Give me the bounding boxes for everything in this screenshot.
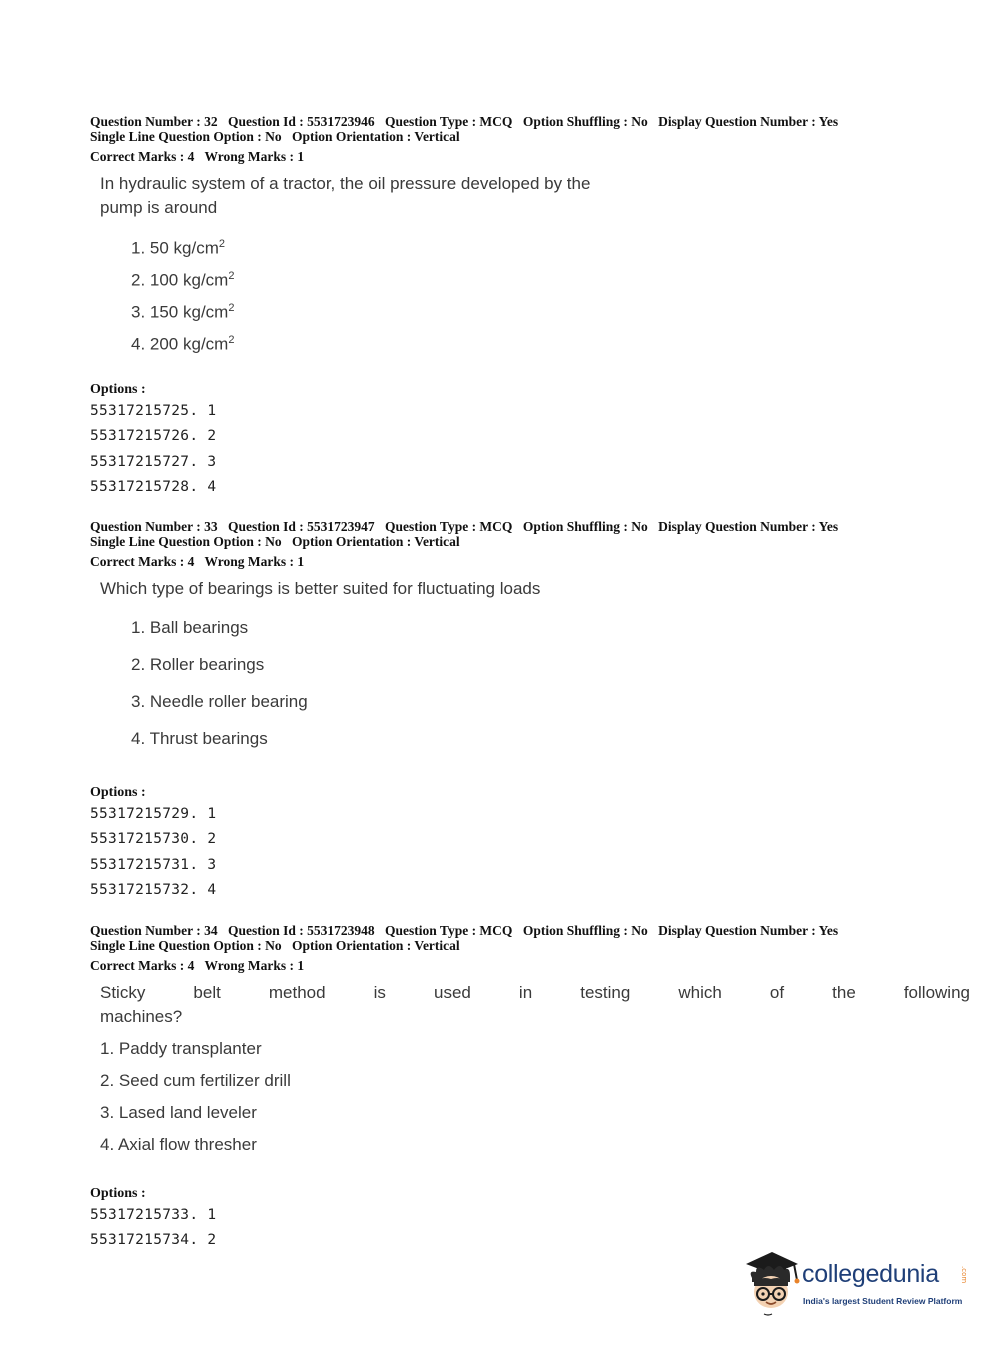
wrong-marks: Wrong Marks : 1 (204, 554, 305, 569)
answer-choices (131, 228, 970, 356)
option-orientation: Option Orientation : Vertical (292, 534, 460, 549)
question-id: Question Id : 5531723948 (228, 923, 375, 938)
question-block (90, 114, 970, 500)
question-text-line: Which type of bearings is better suited for fluctuating loads (100, 579, 541, 598)
question-type: Question Type : MCQ (385, 519, 513, 534)
option-shuffling: Option Shuffling : No (522, 519, 648, 534)
option-id-list (90, 802, 970, 903)
options-label: Options : (90, 382, 146, 397)
question-id: Question Id : 5531723947 (228, 519, 375, 534)
option-id: 55317215728. 4 (90, 478, 217, 495)
logo-domain-suffix: .com (960, 1266, 968, 1284)
question-meta (90, 114, 970, 129)
correct-marks: Correct Marks : 4 (90, 958, 195, 973)
answer-choice: 4. Thrust bearings (131, 729, 268, 748)
wrong-marks: Wrong Marks : 1 (204, 149, 305, 164)
single-line-option: Single Line Question Option : No (90, 129, 282, 144)
answer-choice: 1. 50 $kg/cm^2$ (131, 238, 225, 258)
question-text-line: In hydraulic system of a tractor, the oil pressure developed by the (100, 174, 591, 193)
student-mascot-icon (742, 1248, 804, 1318)
option-id: 55317215726. 2 (90, 428, 217, 445)
question-number: Question Number : 33 (90, 519, 218, 534)
collegedunia-logo (742, 1248, 972, 1318)
answer-choice: 3. Needle roller bearing (131, 692, 308, 711)
option-id-list (90, 1203, 970, 1254)
question-number: Question Number : 32 (90, 114, 218, 129)
answer-choice: 1. Ball bearings (131, 618, 249, 637)
marks-line (90, 554, 970, 569)
question-block (90, 923, 970, 1254)
correct-marks: Correct Marks : 4 (90, 554, 195, 569)
question-block (90, 519, 970, 903)
single-line-option: Single Line Question Option : No (90, 534, 282, 549)
answer-choice: 4. 200 $kg/cm^2$ (131, 334, 235, 354)
question-meta (90, 519, 970, 534)
option-orientation: Option Orientation : Vertical (292, 129, 460, 144)
question-type: Question Type : MCQ (385, 114, 513, 129)
question-id: Question Id : 5531723946 (228, 114, 375, 129)
options-label: Options : (90, 785, 146, 800)
question-meta-line2 (90, 938, 970, 953)
question-meta (90, 923, 970, 938)
option-id: 55317215732. 4 (90, 881, 217, 898)
question-meta-line2 (90, 534, 970, 549)
options-label: Options : (90, 1186, 146, 1201)
answer-choice: 1. Paddy transplanter (100, 1039, 262, 1058)
wrong-marks: Wrong Marks : 1 (204, 958, 305, 973)
single-line-option: Single Line Question Option : No (90, 938, 282, 953)
question-text (100, 981, 970, 1029)
question-text (100, 577, 970, 601)
marks-line (90, 958, 970, 973)
display-question-number: Display Question Number : Yes (658, 923, 839, 938)
answer-choice: 3. 150 $kg/cm^2$ (131, 302, 235, 322)
option-id-list (90, 399, 970, 500)
question-number: Question Number : 34 (90, 923, 218, 938)
option-shuffling: Option Shuffling : No (522, 114, 648, 129)
question-text-line: Sticky belt method is used in testing which of the following (100, 983, 970, 1002)
question-type: Question Type : MCQ (385, 923, 513, 938)
answer-choice: 2. Roller bearings (131, 655, 265, 674)
option-id: 55317215727. 3 (90, 453, 217, 470)
option-orientation: Option Orientation : Vertical (292, 938, 460, 953)
display-question-number: Display Question Number : Yes (658, 114, 839, 129)
answer-choice: 4. Axial flow thresher (100, 1135, 257, 1154)
correct-marks: Correct Marks : 4 (90, 149, 195, 164)
answer-choices (100, 1033, 970, 1161)
answer-choice: 2. 100 $kg/cm^2$ (131, 270, 235, 290)
option-id: 55317215730. 2 (90, 831, 217, 848)
answer-choice: 3. Lased land leveler (100, 1103, 257, 1122)
option-id: 55317215729. 1 (90, 806, 217, 822)
question-text-line: machines? (100, 1007, 183, 1026)
logo-brand-text: collegedunia (802, 1260, 939, 1288)
option-id: 55317215731. 3 (90, 856, 217, 873)
display-question-number: Display Question Number : Yes (658, 519, 839, 534)
logo-tagline: India's largest Student Review Platform (803, 1296, 963, 1306)
marks-line (90, 149, 970, 164)
answer-choice: 2. Seed cum fertilizer drill (100, 1071, 291, 1090)
option-shuffling: Option Shuffling : No (522, 923, 648, 938)
question-text-line: pump is around (100, 198, 218, 217)
answer-choices (131, 609, 970, 757)
question-text (100, 172, 970, 220)
option-id: 55317215734. 2 (90, 1232, 217, 1249)
question-meta-line2 (90, 129, 970, 144)
option-id: 55317215733. 1 (90, 1207, 217, 1223)
option-id: 55317215725. 1 (90, 403, 217, 419)
